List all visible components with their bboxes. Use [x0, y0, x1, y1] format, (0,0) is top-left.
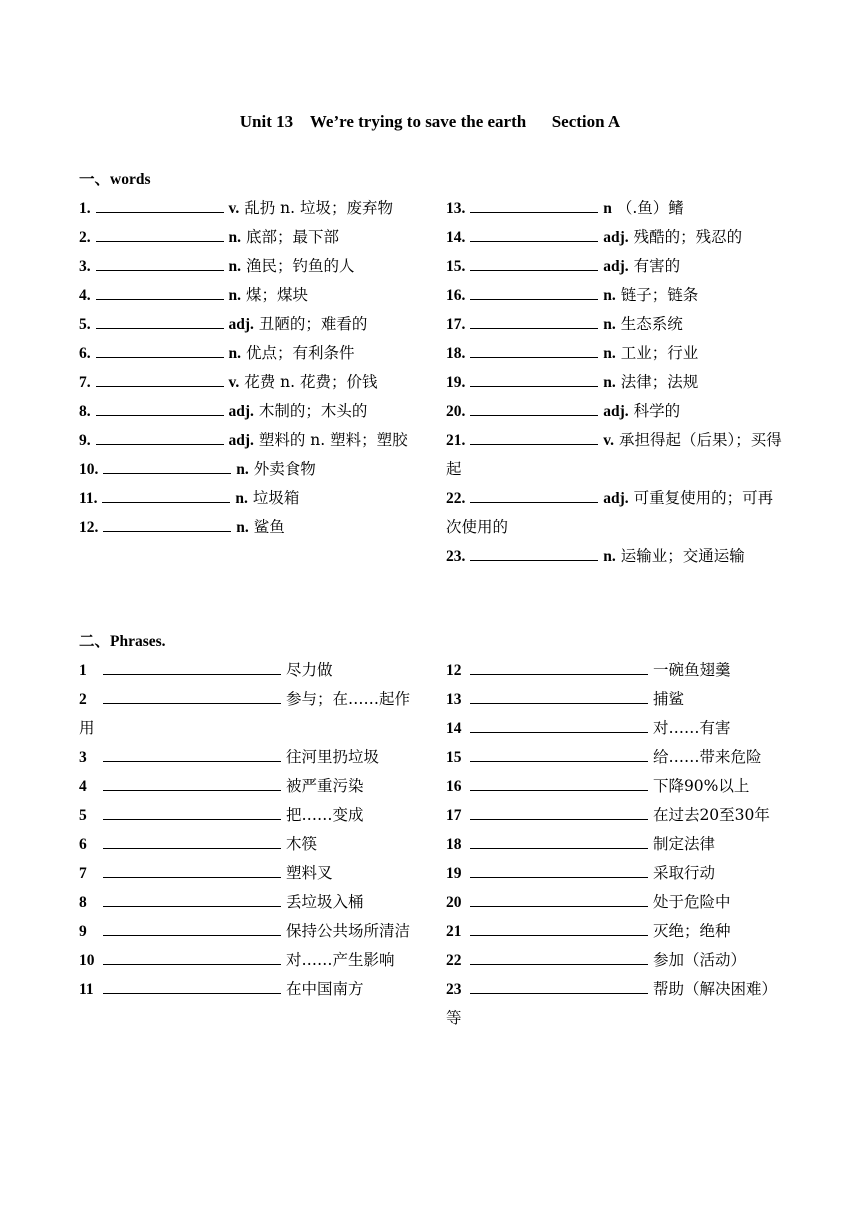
definition: 生态系统 [620, 315, 683, 333]
answer-blank[interactable] [470, 716, 648, 733]
word-item [79, 484, 419, 513]
word-item [79, 252, 419, 281]
word-item [79, 223, 419, 252]
phrase-meaning: 给……带来危险 [652, 748, 762, 766]
answer-blank[interactable] [103, 919, 281, 936]
answer-blank[interactable] [470, 774, 648, 791]
part-of-speech: n. [228, 345, 241, 362]
answer-blank[interactable] [103, 515, 231, 532]
part-of-speech: v. [228, 200, 240, 217]
answer-blank[interactable] [96, 196, 224, 213]
item-number: 23. [446, 548, 466, 565]
item-number: 9. [79, 432, 91, 449]
phrase-meaning: 处于危险中 [652, 893, 731, 911]
item-number: 14. [446, 229, 466, 246]
definition: 底部；最下部 [245, 228, 339, 246]
answer-blank[interactable] [103, 745, 281, 762]
definition: 煤；煤块 [245, 286, 308, 304]
answer-blank[interactable] [96, 370, 224, 387]
answer-blank[interactable] [103, 890, 281, 907]
definition: 丑陋的；难看的 [258, 315, 368, 333]
phrase-item [79, 888, 419, 917]
item-number: 10 [79, 952, 95, 969]
answer-blank[interactable] [103, 832, 281, 849]
part-of-speech: n. [603, 548, 616, 565]
item-number: 7. [79, 374, 91, 391]
word-item [79, 194, 419, 223]
answer-blank[interactable] [470, 283, 598, 300]
phrase-item [79, 830, 419, 859]
word-item [79, 339, 419, 368]
answer-blank[interactable] [470, 832, 648, 849]
definition: 链子；链条 [620, 286, 699, 304]
item-number: 22. [446, 490, 466, 507]
definition: 塑料的 n. 塑料；塑胶 [258, 431, 408, 449]
part-of-speech: n. [603, 287, 616, 304]
definition: 科学的 [633, 402, 681, 420]
word-item [446, 223, 786, 252]
phrases-right-column [446, 656, 786, 1033]
part-of-speech: adj. [603, 258, 629, 275]
word-item [79, 397, 419, 426]
answer-blank[interactable] [102, 486, 230, 503]
item-number: 16. [446, 287, 466, 304]
phrase-item [79, 743, 419, 772]
phrase-meaning: 在中国南方 [285, 980, 364, 998]
words-right-column [446, 194, 786, 571]
phrase-item [446, 656, 786, 685]
part-of-speech: n. [235, 490, 248, 507]
item-number: 3. [79, 258, 91, 275]
answer-blank[interactable] [96, 312, 224, 329]
item-number: 19 [446, 865, 462, 882]
phrase-item [446, 830, 786, 859]
answer-blank[interactable] [103, 803, 281, 820]
item-number: 15. [446, 258, 466, 275]
phrase-item [79, 946, 419, 975]
definition: 可重复使用的；可再次使用的 [446, 489, 774, 536]
phrase-item [446, 714, 786, 743]
phrase-meaning: 制定法律 [652, 835, 715, 853]
definition: 垃圾箱 [252, 489, 300, 507]
answer-blank[interactable] [96, 283, 224, 300]
answer-blank[interactable] [103, 457, 231, 474]
words-left-column [79, 194, 419, 542]
phrase-meaning: 被严重污染 [285, 777, 364, 795]
phrase-meaning: 参加（活动） [652, 951, 746, 969]
item-number: 4 [79, 778, 87, 795]
phrase-item [79, 859, 419, 888]
answer-blank[interactable] [470, 312, 598, 329]
phrase-meaning: 塑料叉 [285, 864, 333, 882]
definition: 工业；行业 [620, 344, 699, 362]
phrase-item [446, 743, 786, 772]
word-item [79, 281, 419, 310]
answer-blank[interactable] [96, 225, 224, 242]
phrase-item [79, 975, 419, 1004]
item-number: 14 [446, 720, 462, 737]
phrase-item [79, 801, 419, 830]
answer-blank[interactable] [470, 428, 598, 445]
phrase-item [446, 975, 786, 1033]
word-item [446, 310, 786, 339]
word-item [446, 484, 786, 542]
phrase-item [446, 946, 786, 975]
phrase-meaning: 采取行动 [652, 864, 715, 882]
item-number: 10. [79, 461, 99, 478]
phrase-meaning: 丢垃圾入桶 [285, 893, 364, 911]
phrase-item [446, 859, 786, 888]
part-of-speech: adj. [603, 403, 629, 420]
answer-blank[interactable] [103, 774, 281, 791]
word-item [446, 194, 786, 223]
item-number: 1. [79, 200, 91, 217]
item-number: 12. [79, 519, 99, 536]
item-number: 9 [79, 923, 87, 940]
word-item [79, 455, 419, 484]
phrase-item [79, 685, 419, 743]
item-number: 20 [446, 894, 462, 911]
answer-blank[interactable] [470, 977, 648, 994]
item-number: 13 [446, 691, 462, 708]
phrase-item [79, 917, 419, 946]
item-number: 22 [446, 952, 462, 969]
answer-blank[interactable] [103, 861, 281, 878]
answer-blank[interactable] [470, 658, 648, 675]
answer-blank[interactable] [96, 254, 224, 271]
phrase-meaning: 对……产生影响 [285, 951, 395, 969]
phrase-item [446, 772, 786, 801]
item-number: 21. [446, 432, 466, 449]
phrase-meaning: 在过去20至30年 [652, 806, 770, 824]
phrase-meaning: 参与；在……起作用 [79, 690, 410, 737]
item-number: 1 [79, 662, 87, 679]
item-number: 2. [79, 229, 91, 246]
phrase-item [446, 685, 786, 714]
word-item [446, 397, 786, 426]
item-number: 12 [446, 662, 462, 679]
item-number: 4. [79, 287, 91, 304]
definition: 优点；有利条件 [245, 344, 355, 362]
item-number: 6 [79, 836, 87, 853]
part-of-speech: n. [228, 229, 241, 246]
definition: 花费 n. 花费；价钱 [244, 373, 378, 391]
item-number: 5. [79, 316, 91, 333]
phrase-meaning: 木筷 [285, 835, 317, 853]
definition: 乱扔 n. 垃圾；废弃物 [244, 199, 393, 217]
item-number: 16 [446, 778, 462, 795]
item-number: 3 [79, 749, 87, 766]
word-item [446, 339, 786, 368]
part-of-speech: n. [603, 316, 616, 333]
word-item [446, 426, 786, 484]
phrase-meaning: 尽力做 [285, 661, 333, 679]
word-item [79, 426, 419, 455]
answer-blank[interactable] [470, 745, 648, 762]
answer-blank[interactable] [103, 658, 281, 675]
phrase-item [446, 917, 786, 946]
definition: 承担得起（后果）；买得起 [446, 431, 782, 478]
answer-blank[interactable] [470, 803, 648, 820]
answer-blank[interactable] [470, 861, 648, 878]
part-of-speech: adj. [228, 316, 254, 333]
part-of-speech: n. [603, 374, 616, 391]
phrase-item [79, 772, 419, 801]
word-item [79, 310, 419, 339]
phrase-meaning: 捕鲨 [652, 690, 684, 708]
definition: 运输业；交通运输 [620, 547, 745, 565]
part-of-speech: v. [228, 374, 240, 391]
answer-blank[interactable] [103, 977, 281, 994]
answer-blank[interactable] [470, 225, 598, 242]
answer-blank[interactable] [96, 341, 224, 358]
phrase-meaning: 保持公共场所清洁 [285, 922, 410, 940]
word-item [446, 542, 786, 571]
word-item [446, 281, 786, 310]
item-number: 8 [79, 894, 87, 911]
phrase-meaning: 帮助（解决困难）等 [446, 980, 777, 1027]
part-of-speech: adj. [228, 403, 254, 420]
word-item [446, 252, 786, 281]
part-of-speech: n. [236, 461, 249, 478]
answer-blank[interactable] [470, 544, 598, 561]
answer-blank[interactable] [96, 399, 224, 416]
phrase-meaning: 往河里扔垃圾 [285, 748, 379, 766]
word-item [79, 513, 419, 542]
item-number: 2 [79, 691, 87, 708]
answer-blank[interactable] [470, 399, 598, 416]
part-of-speech: adj. [603, 490, 629, 507]
item-number: 18. [446, 345, 466, 362]
definition: 外卖食物 [253, 460, 316, 478]
item-number: 8. [79, 403, 91, 420]
part-of-speech: adj. [603, 229, 629, 246]
answer-blank[interactable] [470, 919, 648, 936]
item-number: 17 [446, 807, 462, 824]
words-heading: 一、words [79, 171, 151, 188]
phrase-meaning: 对……有害 [652, 719, 731, 737]
definition: 渔民；钓鱼的人 [245, 257, 355, 275]
answer-blank[interactable] [470, 341, 598, 358]
item-number: 17. [446, 316, 466, 333]
definition: 残酷的；残忍的 [633, 228, 743, 246]
phrase-meaning: 把……变成 [285, 806, 364, 824]
part-of-speech: v. [603, 432, 615, 449]
item-number: 19. [446, 374, 466, 391]
answer-blank[interactable] [470, 948, 648, 965]
definition: 法律；法规 [620, 373, 699, 391]
answer-blank[interactable] [470, 196, 598, 213]
part-of-speech: n. [236, 519, 249, 536]
phrases-left-column [79, 656, 419, 1004]
item-number: 11. [79, 490, 98, 507]
item-number: 13. [446, 200, 466, 217]
answer-blank[interactable] [470, 687, 648, 704]
item-number: 11 [79, 981, 94, 998]
part-of-speech: adj. [228, 432, 254, 449]
answer-blank[interactable] [103, 687, 281, 704]
definition: 木制的；木头的 [258, 402, 368, 420]
part-of-speech: n. [603, 345, 616, 362]
item-number: 20. [446, 403, 466, 420]
part-of-speech: n [603, 200, 612, 217]
phrases-heading: 二、Phrases. [79, 633, 166, 650]
part-of-speech: n. [228, 258, 241, 275]
word-item [446, 368, 786, 397]
phrase-meaning: 灭绝；绝种 [652, 922, 731, 940]
item-number: 23 [446, 981, 462, 998]
item-number: 7 [79, 865, 87, 882]
answer-blank[interactable] [96, 428, 224, 445]
phrase-meaning: 下降90%以上 [652, 777, 750, 795]
answer-blank[interactable] [103, 948, 281, 965]
phrase-item [446, 801, 786, 830]
part-of-speech: n. [228, 287, 241, 304]
phrase-meaning: 一碗鱼翅羹 [652, 661, 731, 679]
item-number: 5 [79, 807, 87, 824]
answer-blank[interactable] [470, 254, 598, 271]
phrase-item [79, 656, 419, 685]
word-item [79, 368, 419, 397]
definition: 鲨鱼 [253, 518, 285, 536]
definition: （.鱼）鳍 [616, 199, 684, 217]
page-title: Unit 13 We’re trying to save the earth Section A [239, 112, 621, 131]
item-number: 6. [79, 345, 91, 362]
definition: 有害的 [633, 257, 681, 275]
item-number: 21 [446, 923, 462, 940]
answer-blank[interactable] [470, 486, 598, 503]
item-number: 18 [446, 836, 462, 853]
phrase-item [446, 888, 786, 917]
item-number: 15 [446, 749, 462, 766]
answer-blank[interactable] [470, 890, 648, 907]
answer-blank[interactable] [470, 370, 598, 387]
